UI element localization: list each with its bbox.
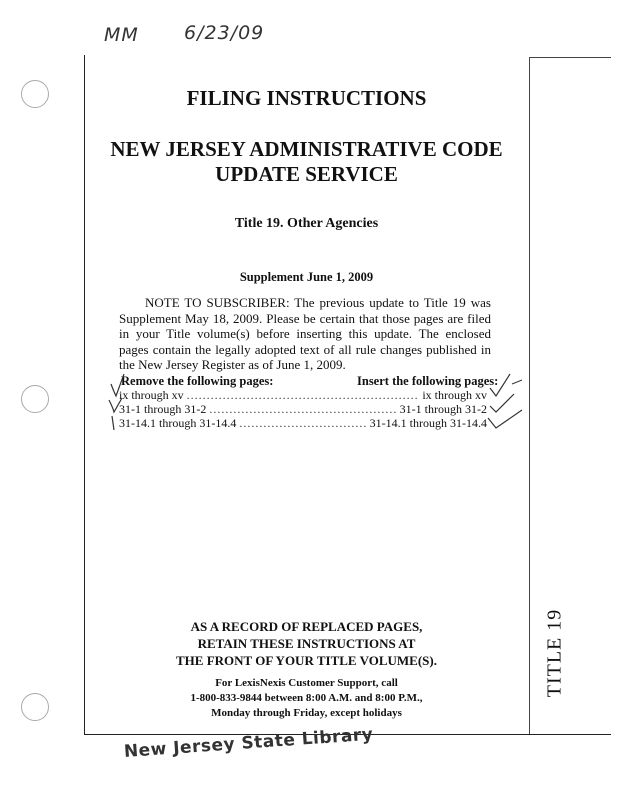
tab-border-top [529,57,611,58]
leader-dots [187,388,420,403]
footer-line3: THE FRONT OF YOUR TITLE VOLUME(S). [176,653,437,668]
spine-label: TITLE 19 [543,608,566,698]
table-row [119,402,487,417]
handwritten-checkmarks-left [106,368,128,434]
remove-pages: 31-14.1 through 31-14.4 [119,416,237,430]
remove-pages: ix through xv [119,388,184,402]
support-line3: Monday through Friday, except holidays [211,707,402,719]
support-line2: 1-800-833-9844 between 8:00 A.M. and 8:00 P.M., [190,692,423,704]
title-heading: Title 19. Other Agencies [234,216,379,231]
library-stamp: New Jersey State Library [123,724,374,762]
binder-hole-middle [21,385,49,413]
remove-header: Remove the following pages: [121,374,274,388]
binder-hole-top [21,80,49,108]
tab-border-left [529,57,530,734]
note-to-subscriber: NOTE TO SUBSCRIBER: The previous update to Title 19 was Supplement May 18, 2009. Please be certain that those pages are filed in your Title volume(s) before inserting this update. The enclosed pages contain the legally adopted text of all rule changes published in the New Jersey Register as of June 1, 2009. [119,295,491,372]
spine-tab [533,608,577,698]
insert-header: Insert the following pages: [357,374,499,388]
binder-hole-bottom [21,693,49,721]
leader-dots [239,416,366,431]
code-title-line2: UPDATE SERVICE [215,162,398,186]
filing-instructions-heading: FILING INSTRUCTIONS [186,86,427,110]
handwritten-initials: MM [104,24,139,46]
insert-pages: 31-1 through 31-2 [399,402,487,416]
remove-pages: 31-1 through 31-2 [119,402,207,416]
footer-line1: AS A RECORD OF REPLACED PAGES, [190,619,423,634]
leader-dots [209,402,396,417]
table-row [119,388,487,403]
handwritten-date: 6/23/09 [184,22,265,44]
insert-pages: 31-14.1 through 31-14.4 [369,416,487,430]
support-line1: For LexisNexis Customer Support, call [215,677,398,689]
insert-pages: ix through xv [422,388,487,402]
table-row [119,416,487,431]
code-title-line1: NEW JERSEY ADMINISTRATIVE CODE [110,137,503,161]
footer-line2: RETAIN THESE INSTRUCTIONS AT [197,636,416,651]
supplement-date: Supplement June 1, 2009 [239,270,374,284]
handwritten-checkmarks-right [484,370,528,436]
